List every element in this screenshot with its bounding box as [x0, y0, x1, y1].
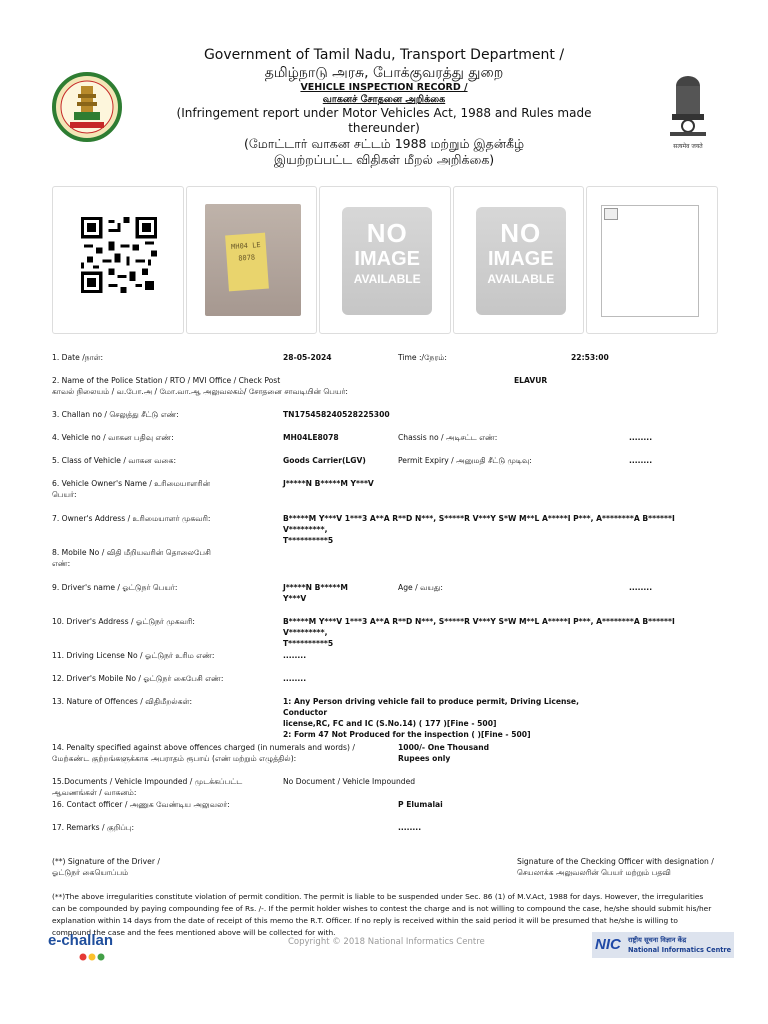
license-value: ........ — [283, 651, 307, 660]
broken-image-icon — [604, 208, 618, 220]
broken-image-cell — [586, 186, 718, 334]
header-title-en: Government of Tamil Nadu, Transport Department / — [203, 47, 565, 63]
driver-mobile-value: ........ — [283, 674, 307, 683]
age-value: ........ — [629, 583, 653, 592]
chassis-label: Chassis no / அடிசட்ட எண்: — [398, 433, 498, 442]
remarks-value: ........ — [398, 823, 422, 832]
no-image-cell-1 — [319, 186, 451, 334]
documents-value: No Document / Vehicle Impounded — [283, 777, 416, 786]
footnote: (**)The above irregularities constitute violation of permit condition. The permit is liable to be suspended under Sec. 86 (1) of M.V.Act, 1988 for days. However, the irregularities can be compounded by paying compounding fee of Rs. /-. If the permit holder wishes to contest the charge and is not willing to compound the case, he/she should submit his/her explanation within 14 days from the date of receipt of this memo the R.T. Officer. If no reply is received within the said period it will be presumed that he/she is willing to compound the case and the fees mentioned above will be collected for with. — [52, 892, 712, 937]
owner-address-label: 7. Owner's Address / உரிமையாளர் முகவரி: — [52, 514, 211, 523]
time-value: 22:53:00 — [571, 353, 609, 362]
driver-name-value: J*****N B*****M Y***V — [283, 583, 348, 603]
broken-image — [601, 205, 699, 317]
permit-label: Permit Expiry / அனுமதி சீட்டு முடிவு: — [398, 456, 532, 465]
penalty-value: 1000/- One Thousand Rupees only — [398, 743, 490, 763]
no-image-cell-2 — [453, 186, 585, 334]
driver-address-label: 10. Driver's Address / ஓட்டுநர் முகவரி: — [52, 617, 195, 626]
license-label: 11. Driving License No / ஓட்டுநர் உரிம எண்: — [52, 651, 215, 660]
offences-label: 13. Nature of Offences / விதிமீறல்கள்: — [52, 697, 193, 706]
owner-address-value: B*****M Y***V 1***3 A**A R**D N***, S*****R V***Y S*W M**L A*****I P***, A********A B******I V*********, T**********5 — [283, 514, 675, 545]
ashoka-emblem — [662, 72, 714, 152]
date-value: 28-05-2024 — [283, 353, 332, 362]
vehicle-plate-photo-cell — [186, 186, 318, 334]
mobile-label: 8. Mobile No / விதி மீறியவரின் தொலைபேசி எண்: — [52, 548, 211, 568]
tamil-nadu-emblem-logo — [52, 72, 122, 142]
record-title-ta: வாகனச் சோதனை அறிக்கை — [322, 94, 446, 105]
vehicle-label: 4. Vehicle no / வாகன பதிவு எண்: — [52, 433, 174, 442]
age-label: Age / வயது: — [398, 583, 443, 592]
driver-name-label: 9. Driver's name / ஓட்டுநர் பெயர்: — [52, 583, 178, 592]
header-description-ta-1: (மோட்டார் வாகன சட்டம் 1988 மற்றும் இதன்கீழ் — [243, 136, 525, 151]
no-image-placeholder: NO IMAGE AVAILABLE — [342, 207, 432, 315]
number-plate-photo — [205, 204, 301, 316]
challan-value: TN17545824052822530​0 — [283, 410, 390, 419]
offence-item: 1: Any Person driving vehicle fail to produce permit, Driving License, Conductor — [283, 697, 579, 717]
chassis-value: ........ — [629, 433, 653, 442]
date-label: 1. Date /நாள்: — [52, 353, 104, 362]
record-title-en: VEHICLE INSPECTION RECORD / — [300, 82, 468, 93]
offence-item: license,RC, FC and IC (S.No.14) ( 177 )[Fine - 500] — [283, 719, 497, 728]
qr-code-cell — [52, 186, 184, 334]
emblem-caption: सत्यमेव जयते — [673, 143, 703, 150]
contact-value: P Elumalai — [398, 800, 443, 809]
nic-logo: NIC राष्ट्रीय सूचना विज्ञान केंद्र National Informatics Centre — [592, 932, 734, 958]
station-value: ELAVUR — [514, 376, 548, 385]
header-title-ta: தமிழ்நாடு அரசு, போக்குவரத்து துறை — [264, 65, 504, 81]
penalty-label: 14. Penalty specified against above offences charged (in numerals and words) / மேற்கண்ட குற்றங்களுக்காக அபராதம் ரூபாய் (எண் மற்றும் எழுத்தில்): — [52, 743, 355, 763]
no-image-placeholder: NO IMAGE AVAILABLE — [476, 207, 566, 315]
header-description-en: (Infringement report under Motor Vehicles Act, 1988 and Rules made thereunder) — [176, 106, 592, 135]
owner-name-value: J*****N B*****M Y***V — [283, 479, 374, 488]
driver-mobile-label: 12. Driver's Mobile No / ஓட்டுநர் கைபேசி எண்: — [52, 674, 224, 683]
vehicle-value: MH04LE8078 — [283, 433, 339, 442]
class-label: 5. Class of Vehicle / வாகன வகை: — [52, 456, 177, 465]
driver-address-value: B*****M Y***V 1***3 A**A R**D N***, S*****R V***Y S*W M**L A*****I P***, A********A B******I V*********, T**********5 — [283, 617, 675, 648]
time-label: Time :/நேரம்: — [398, 353, 447, 362]
echallan-logo: e-challan — [48, 930, 128, 962]
permit-value: ........ — [629, 456, 653, 465]
row-station — [52, 375, 718, 397]
evidence-image-row — [52, 186, 718, 334]
offences-value — [283, 696, 603, 740]
station-label-ta: காவல் நிலையம் / வ.போ.அ / மோ.வா.ஆ அலுவலகம்/ சோதனை சாவடியின் பெயர்: — [52, 387, 348, 396]
contact-label: 16. Contact officer / அணுக வேண்டிய அலுவலர்: — [52, 800, 230, 809]
remarks-label: 17. Remarks / குறிப்பு: — [52, 823, 135, 832]
header-description-ta-2: இயற்றப்பட்ட விதிகள் மீறல் அறிக்கை) — [273, 152, 495, 167]
plate-text: MH04 LE 8078 — [225, 233, 269, 292]
station-label: 2. Name of the Police Station / RTO / MVI Office / Check Post — [52, 376, 281, 385]
copyright-text: Copyright © 2018 National Informatics Centre — [288, 937, 485, 947]
qr-code — [81, 215, 157, 295]
owner-name-label: 6. Vehicle Owner's Name / உரிமையாளரின் பெயர்: — [52, 479, 211, 499]
officer-signature: Signature of the Checking Officer with designation / செயலாக்க அலுவலரின் பெயர் மற்றும் பதவி — [517, 857, 714, 877]
driver-signature: (**) Signature of the Driver / ஓட்டுநர் கையொப்பம் — [52, 857, 160, 877]
documents-label: 15.Documents / Vehicle Impounded / முடக்கப்பட்ட ஆவணங்கள் / வாகனம்: — [52, 777, 243, 797]
challan-label: 3. Challan no / செலுத்து சீட்டு எண்: — [52, 410, 179, 419]
document-header — [160, 46, 608, 168]
offence-item: 2: Form 47 Not Produced for the inspection ( )[Fine - 500] — [283, 730, 531, 739]
class-value: Goods Carrier(LGV) — [283, 456, 366, 465]
